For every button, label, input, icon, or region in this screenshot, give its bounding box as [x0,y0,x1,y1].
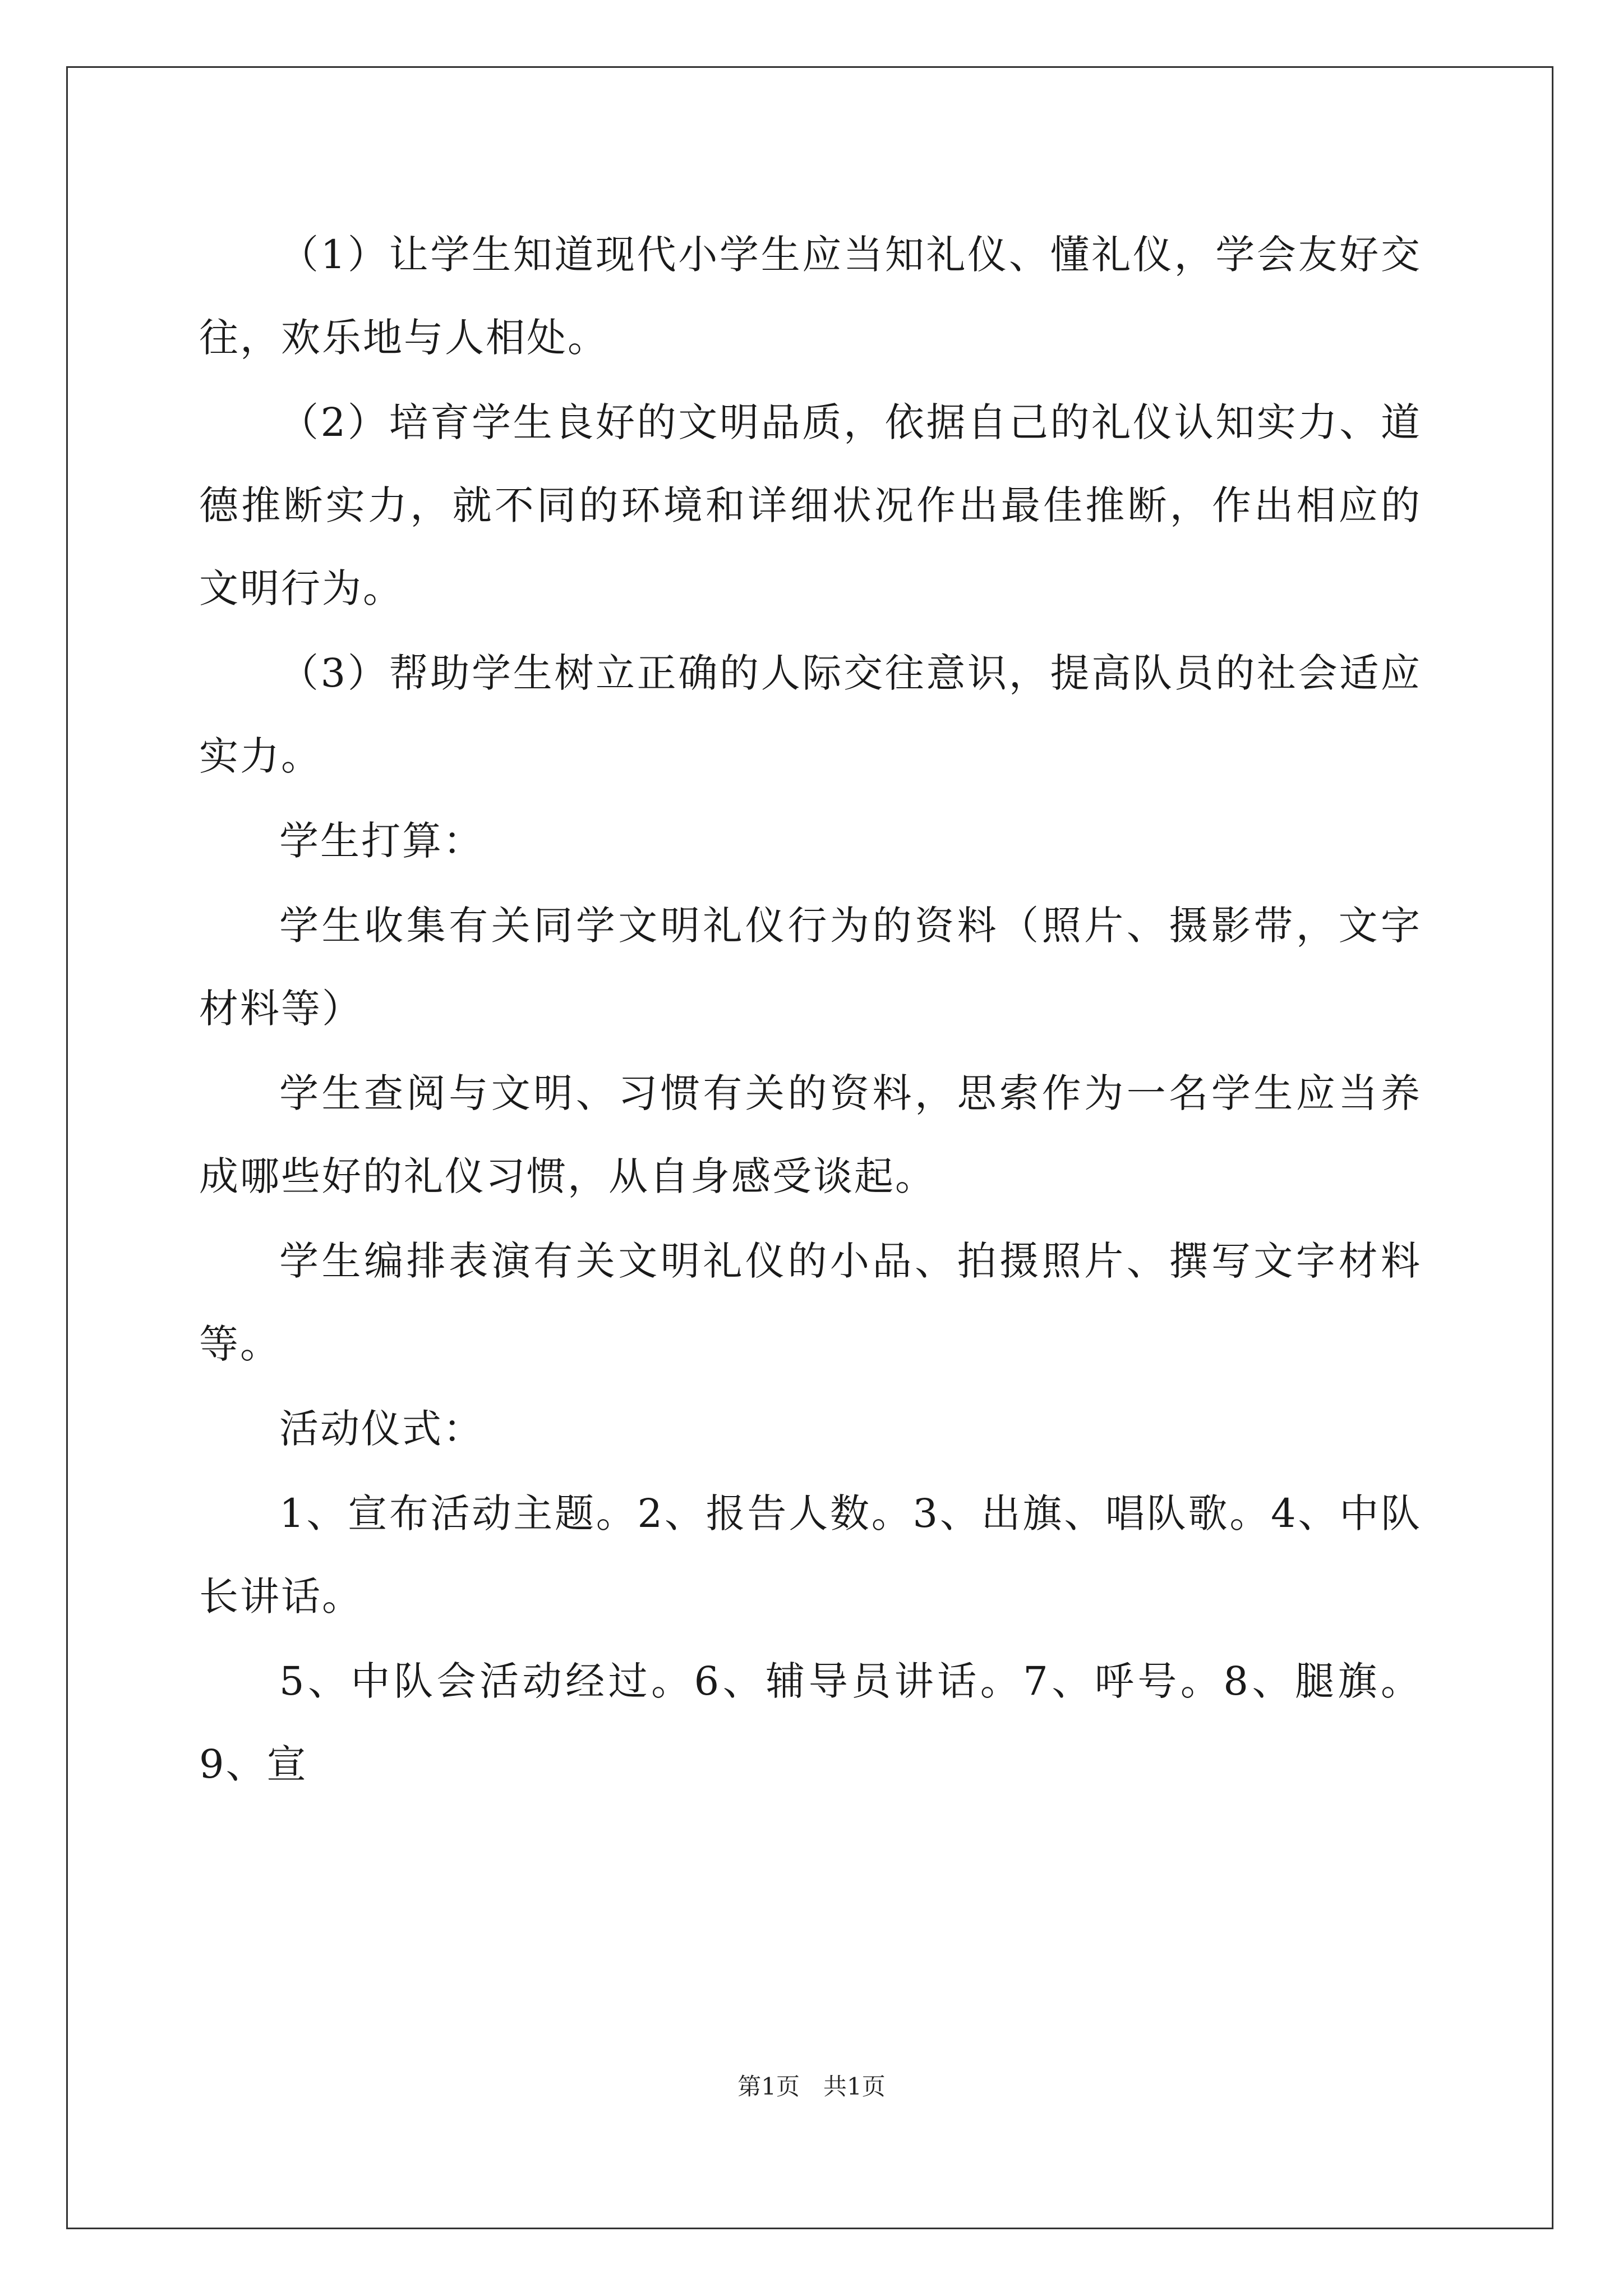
paragraph-prep-research: 学生查阅与文明、习惯有关的资料，思索作为一名学生应当养成哪些好的礼仪习惯，从自身感受谈起。 [199,1070,1422,1199]
page-number-footer: 第1页 共1页 [737,2073,886,2100]
paragraph-ceremony-steps-1: 1、宣布活动主题。2、报告人数。3、出旗、唱队歌。4、中队长讲话。 [199,1490,1422,1619]
paragraph-goal-2: （2）培育学生良好的文明品质，依据自己的礼仪认知实力、道德推断实力，就不同的环境和详细状况作出最佳推断，作出相应的文明行为。 [199,399,1422,611]
paragraph-prep-perform: 学生编排表演有关文明礼仪的小品、拍摄照片、撰写文字材料等。 [199,1238,1422,1367]
paragraph-goal-1: （1）让学生知道现代小学生应当知礼仪、懂礼仪，学会友好交往，欢乐地与人相处。 [199,232,1422,361]
document-body [199,213,1422,1807]
paragraph-student-prep-heading: 学生打算： [279,818,484,864]
paragraph-ceremony-steps-2: 5、中队会活动经过。6、辅导员讲话。7、呼号。8、腿旗。9、宣 [199,1658,1422,1787]
paragraph-ceremony-heading: 活动仪式： [279,1406,484,1452]
paragraph-goal-3: （3）帮助学生树立正确的人际交往意识，提高队员的社会适应实力。 [199,650,1422,779]
paragraph-prep-collect: 学生收集有关同学文明礼仪行为的资料（照片、摄影带，文字材料等） [199,903,1422,1032]
